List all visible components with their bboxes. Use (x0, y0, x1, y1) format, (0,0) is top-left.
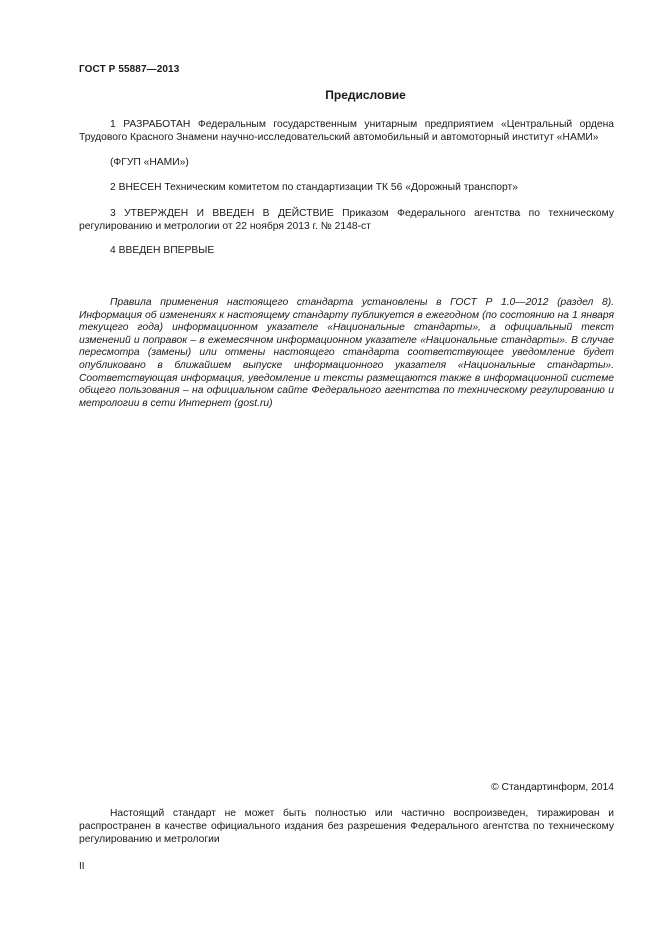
preface-item-1: 1 РАЗРАБОТАН Федеральным государственным унитарным предприятием «Центральный ордена Трудового Красного Знамени научно-исследовательский автомобильный и автомоторный институт «НАМИ» (79, 119, 614, 143)
page-number: II (79, 861, 85, 872)
preface-item-3: 3 УТВЕРЖДЕН И ВВЕДЕН В ДЕЙСТВИЕ Приказом Федерального агентства по техническому регулированию и метрологии от 22 ноября 2013 г. № 2148-ст (79, 208, 614, 232)
reproduction-notice: Настоящий стандарт не может быть полностью или частично воспроизведен, тиражирован и распространен в качестве официального издания без разрешения Федерального агентства по техническому регулированию и метрологии (79, 808, 614, 845)
preface-title: Предисловие (325, 88, 406, 102)
standard-code: ГОСТ Р 55887—2013 (79, 64, 180, 75)
copyright: © Стандартинформ, 2014 (491, 782, 614, 793)
preface-item-1-abbreviation: (ФГУП «НАМИ») (110, 157, 189, 168)
preface-item-2: 2 ВНЕСЕН Техническим комитетом по стандартизации ТК 56 «Дорожный транспорт» (110, 182, 518, 193)
preface-item-4: 4 ВВЕДЕН ВПЕРВЫЕ (110, 245, 215, 256)
application-notice: Правила применения настоящего стандарта установлены в ГОСТ Р 1.0—2012 (раздел 8). Информация об изменениях к настоящему стандарту публикуется в ежегодном (по состоянию на 1 января текущего года) информационном указателе «Национальные стандарты», а официальный текст изменений и поправок – в ежемесячном информационном указателе «Национальные стандарты». В случае пересмотра (замены) или отмены настоящего стандарта соответствующее уведомление будет опубликовано в ближайшем выпуске информационного указателя «Национальные стандарты». Соответствующая информация, уведомление и тексты размещаются также в информационной системе общего пользования – на официальном сайте Федерального агентства по техническому регулированию и метрологии в сети Интернет (gost.ru) (79, 297, 614, 409)
